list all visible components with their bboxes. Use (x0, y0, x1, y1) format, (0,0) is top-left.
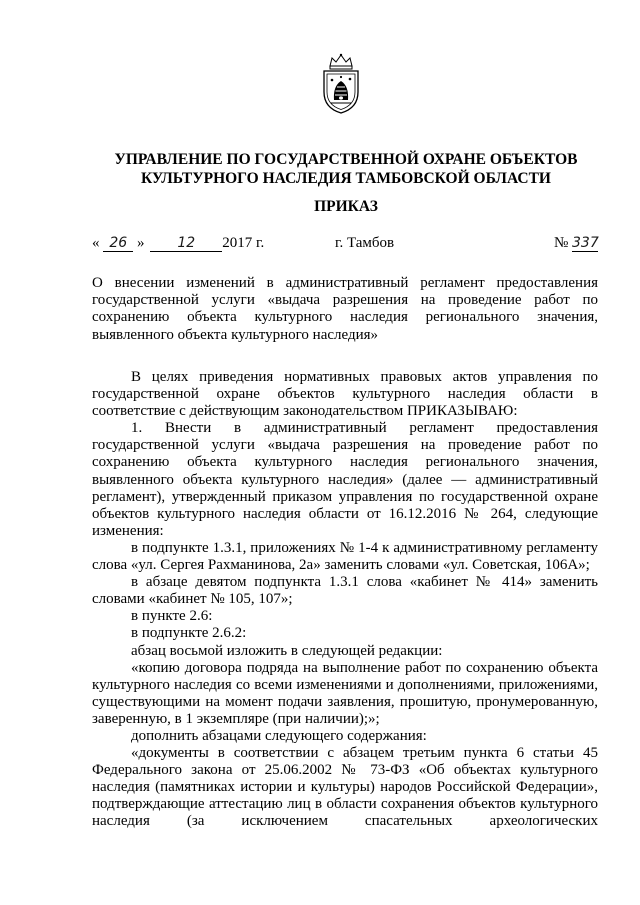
body-paragraph: в абзаце девятом подпункта 1.3.1 слова «кабинет № 414» заменить словами «кабинет № 105, 107»; (92, 574, 598, 608)
body-paragraph: «копию договора подряда на выполнение работ по сохранению объекта культурного наследия со всеми изменениями и дополнениями, приложениями, существующими на момент подачи заявления, прошитую, пронумерованную, заверенную, в 1 экземпляре (при наличии);»; (92, 659, 598, 727)
order-body (92, 369, 598, 831)
date-quote-close: » (137, 235, 145, 251)
body-paragraph: В целях приведения нормативных правовых актов управления по государственной охране объектов культурного наследия области в соответствие с действующим законодательством ПРИКАЗЫВАЮ: (92, 369, 598, 420)
order-date (92, 235, 264, 252)
body-paragraph: 1. Внести в административный регламент предоставления государственной услуги «выдача разрешения на проведение работ по сохранению объекта культурного наследия регионального значения, выявленного объекта культурного наследия» (далее — административный регламент), утвержденный приказом управления по государственной охране объектов культурного наследия области от 16.12.2016 № 264, следующие изменения: (92, 420, 598, 539)
agency-title-line2: КУЛЬТУРНОГО НАСЛЕДИЯ ТАМБОВСКОЙ ОБЛАСТИ (141, 170, 551, 187)
order-subject: О внесении изменений в административный регламент предоставления государственной услуги «выдача разрешения на проведение работ по сохранению объекта культурного наследия регионального значения, выявленного объекта культурного наследия» (92, 275, 598, 343)
body-paragraph: «документы в соответствии с абзацем третьим пункта 6 статьи 45 Федерального закона от 25.06.2002 № 73-ФЗ «Об объектах культурного наследия (памятниках истории и культуры) народов Российской Федерации», подтверждающие аттестацию лиц в области сохранения объектов культурного наследия (за исключением спасательных археологических (92, 745, 598, 830)
date-year: 2017 г. (222, 235, 265, 251)
date-quote-open: « (92, 235, 100, 251)
date-day-handwritten: 26 (103, 236, 133, 252)
coat-of-arms-icon (318, 52, 364, 116)
body-paragraph: в подпункте 2.6.2: (131, 625, 247, 642)
body-paragraph: дополнить абзацами следующего содержания: (131, 727, 427, 744)
date-month-handwritten: 12 (150, 236, 222, 252)
agency-title (96, 150, 596, 188)
order-city: г. Тамбов (335, 235, 395, 251)
document-type-heading: ПРИКАЗ (314, 198, 378, 215)
body-paragraph: абзац восьмой изложить в следующей редакции: (131, 642, 443, 659)
body-paragraph: в пункте 2.6: (131, 608, 213, 625)
order-number (554, 235, 598, 252)
order-number-label: № (553, 235, 569, 251)
document-meta-row (92, 235, 598, 255)
body-paragraph: в подпункте 1.3.1, приложениях № 1-4 к административному регламенту слова «ул. Сергея Рахманинова, 2а» заменить словами «ул. Советская, 106А»; (92, 539, 598, 574)
agency-title-line1: УПРАВЛЕНИЕ ПО ГОСУДАРСТВЕННОЙ ОХРАНЕ ОБЪЕКТОВ (114, 151, 578, 168)
order-number-handwritten: 337 (572, 235, 599, 251)
